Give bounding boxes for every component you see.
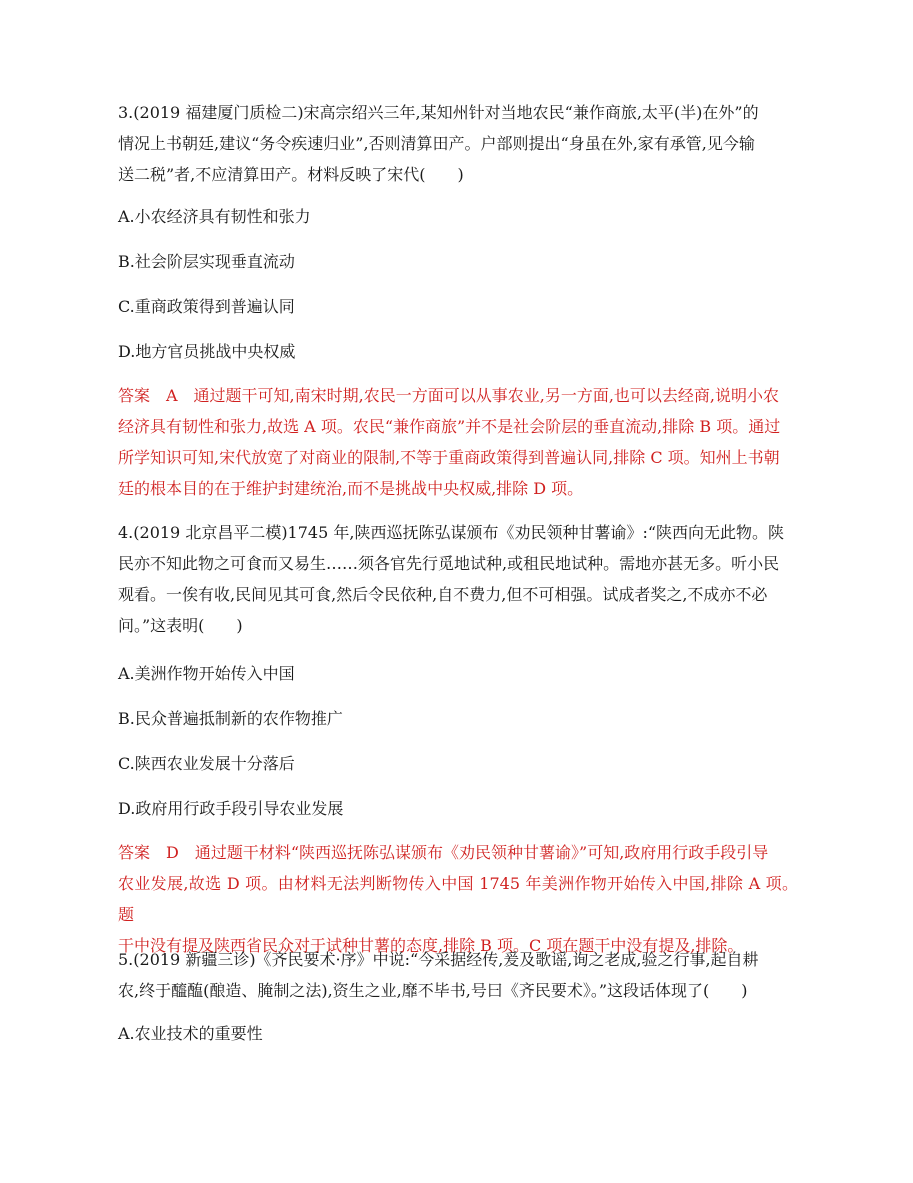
question-4-option-a: A.美洲作物开始传入中国 [118, 664, 295, 683]
answer-line: 所学知识可知,宋代放宽了对商业的限制,不等于重商政策得到普遍认同,排除 C 项。知州上书朝 [118, 448, 780, 467]
question-3-option-b: B.社会阶层实现垂直流动 [118, 252, 295, 271]
question-4-line: 问。”这表明( ) [118, 616, 243, 635]
question-3-option-a: A.小农经济具有韧性和张力 [118, 207, 311, 226]
question-3-option-d: D.地方官员挑战中央权威 [118, 342, 296, 361]
question-4-option-c: C.陕西农业发展十分落后 [118, 754, 295, 773]
question-4-line: 民亦不知此物之可食而又易生……须各官先行觅地试种,或租民地试种。需地亦甚无多。听小民 [118, 554, 780, 573]
answer-line: 干中没有提及陕西省民众对于试种甘薯的态度,排除 B 项。C 项在题干中没有提及,排除。 [118, 936, 744, 955]
question-5-option-a: A.农业技术的重要性 [118, 1024, 263, 1043]
answer-line: 答案 A 通过题干可知,南宋时期,农民一方面可以从事农业,另一方面,也可以去经商,说明小农 [118, 386, 779, 405]
question-4-stem [118, 517, 798, 641]
question-5-line: 5.(2019 新疆三诊)《齐民要术·序》中说:“今采据经传,爰及歌谣,询之老成,验之行事,起自耕 [118, 950, 759, 969]
question-5-stem [118, 944, 798, 1006]
answer-line: 廷的根本目的在于维护封建统治,而不是挑战中央权威,排除 D 项。 [118, 479, 584, 498]
question-4-option-b: B.民众普遍抵制新的农作物推广 [118, 709, 343, 728]
answer-line: 经济具有韧性和张力,故选 A 项。农民“兼作商旅”并不是社会阶层的垂直流动,排除 B 项。通过 [118, 417, 781, 436]
question-3-line: 送二税”者,不应清算田产。材料反映了宋代( ) [118, 165, 464, 184]
question-4-line: 4.(2019 北京昌平二模)1745 年,陕西巡抚陈弘谋颁布《劝民领种甘薯谕》:“陕西向无此物。陕 [118, 523, 785, 542]
question-3-line: 3.(2019 福建厦门质检二)宋高宗绍兴三年,某知州针对当地农民“兼作商旅,太平(半)在外”的 [118, 103, 759, 122]
answer-line: 农业发展,故选 D 项。由材料无法判断物传入中国 1745 年美洲作物开始传入中国,排除 A 项。题 [118, 874, 798, 924]
question-3-answer [118, 380, 798, 504]
question-4-option-d: D.政府用行政手段引导农业发展 [118, 799, 344, 818]
question-3-option-c: C.重商政策得到普遍认同 [118, 297, 295, 316]
question-5-line: 农,终于醯醢(酿造、腌制之法),资生之业,靡不毕书,号曰《齐民要术》。”这段话体现了( ) [118, 981, 748, 1000]
answer-line: 答案 D 通过题干材料“陕西巡抚陈弘谋颁布《劝民领种甘薯谕》”可知,政府用行政手段引导 [118, 843, 769, 862]
question-4-line: 观看。一俟有收,民间见其可食,然后令民依种,自不费力,但不可相强。试成者奖之,不成亦不必 [118, 585, 768, 604]
question-3-line: 情况上书朝廷,建议“务令疾速归业”,否则清算田产。户部则提出“身虽在外,家有承管,见今输 [118, 134, 755, 153]
question-4-answer [118, 837, 798, 961]
question-3-stem [118, 97, 798, 190]
